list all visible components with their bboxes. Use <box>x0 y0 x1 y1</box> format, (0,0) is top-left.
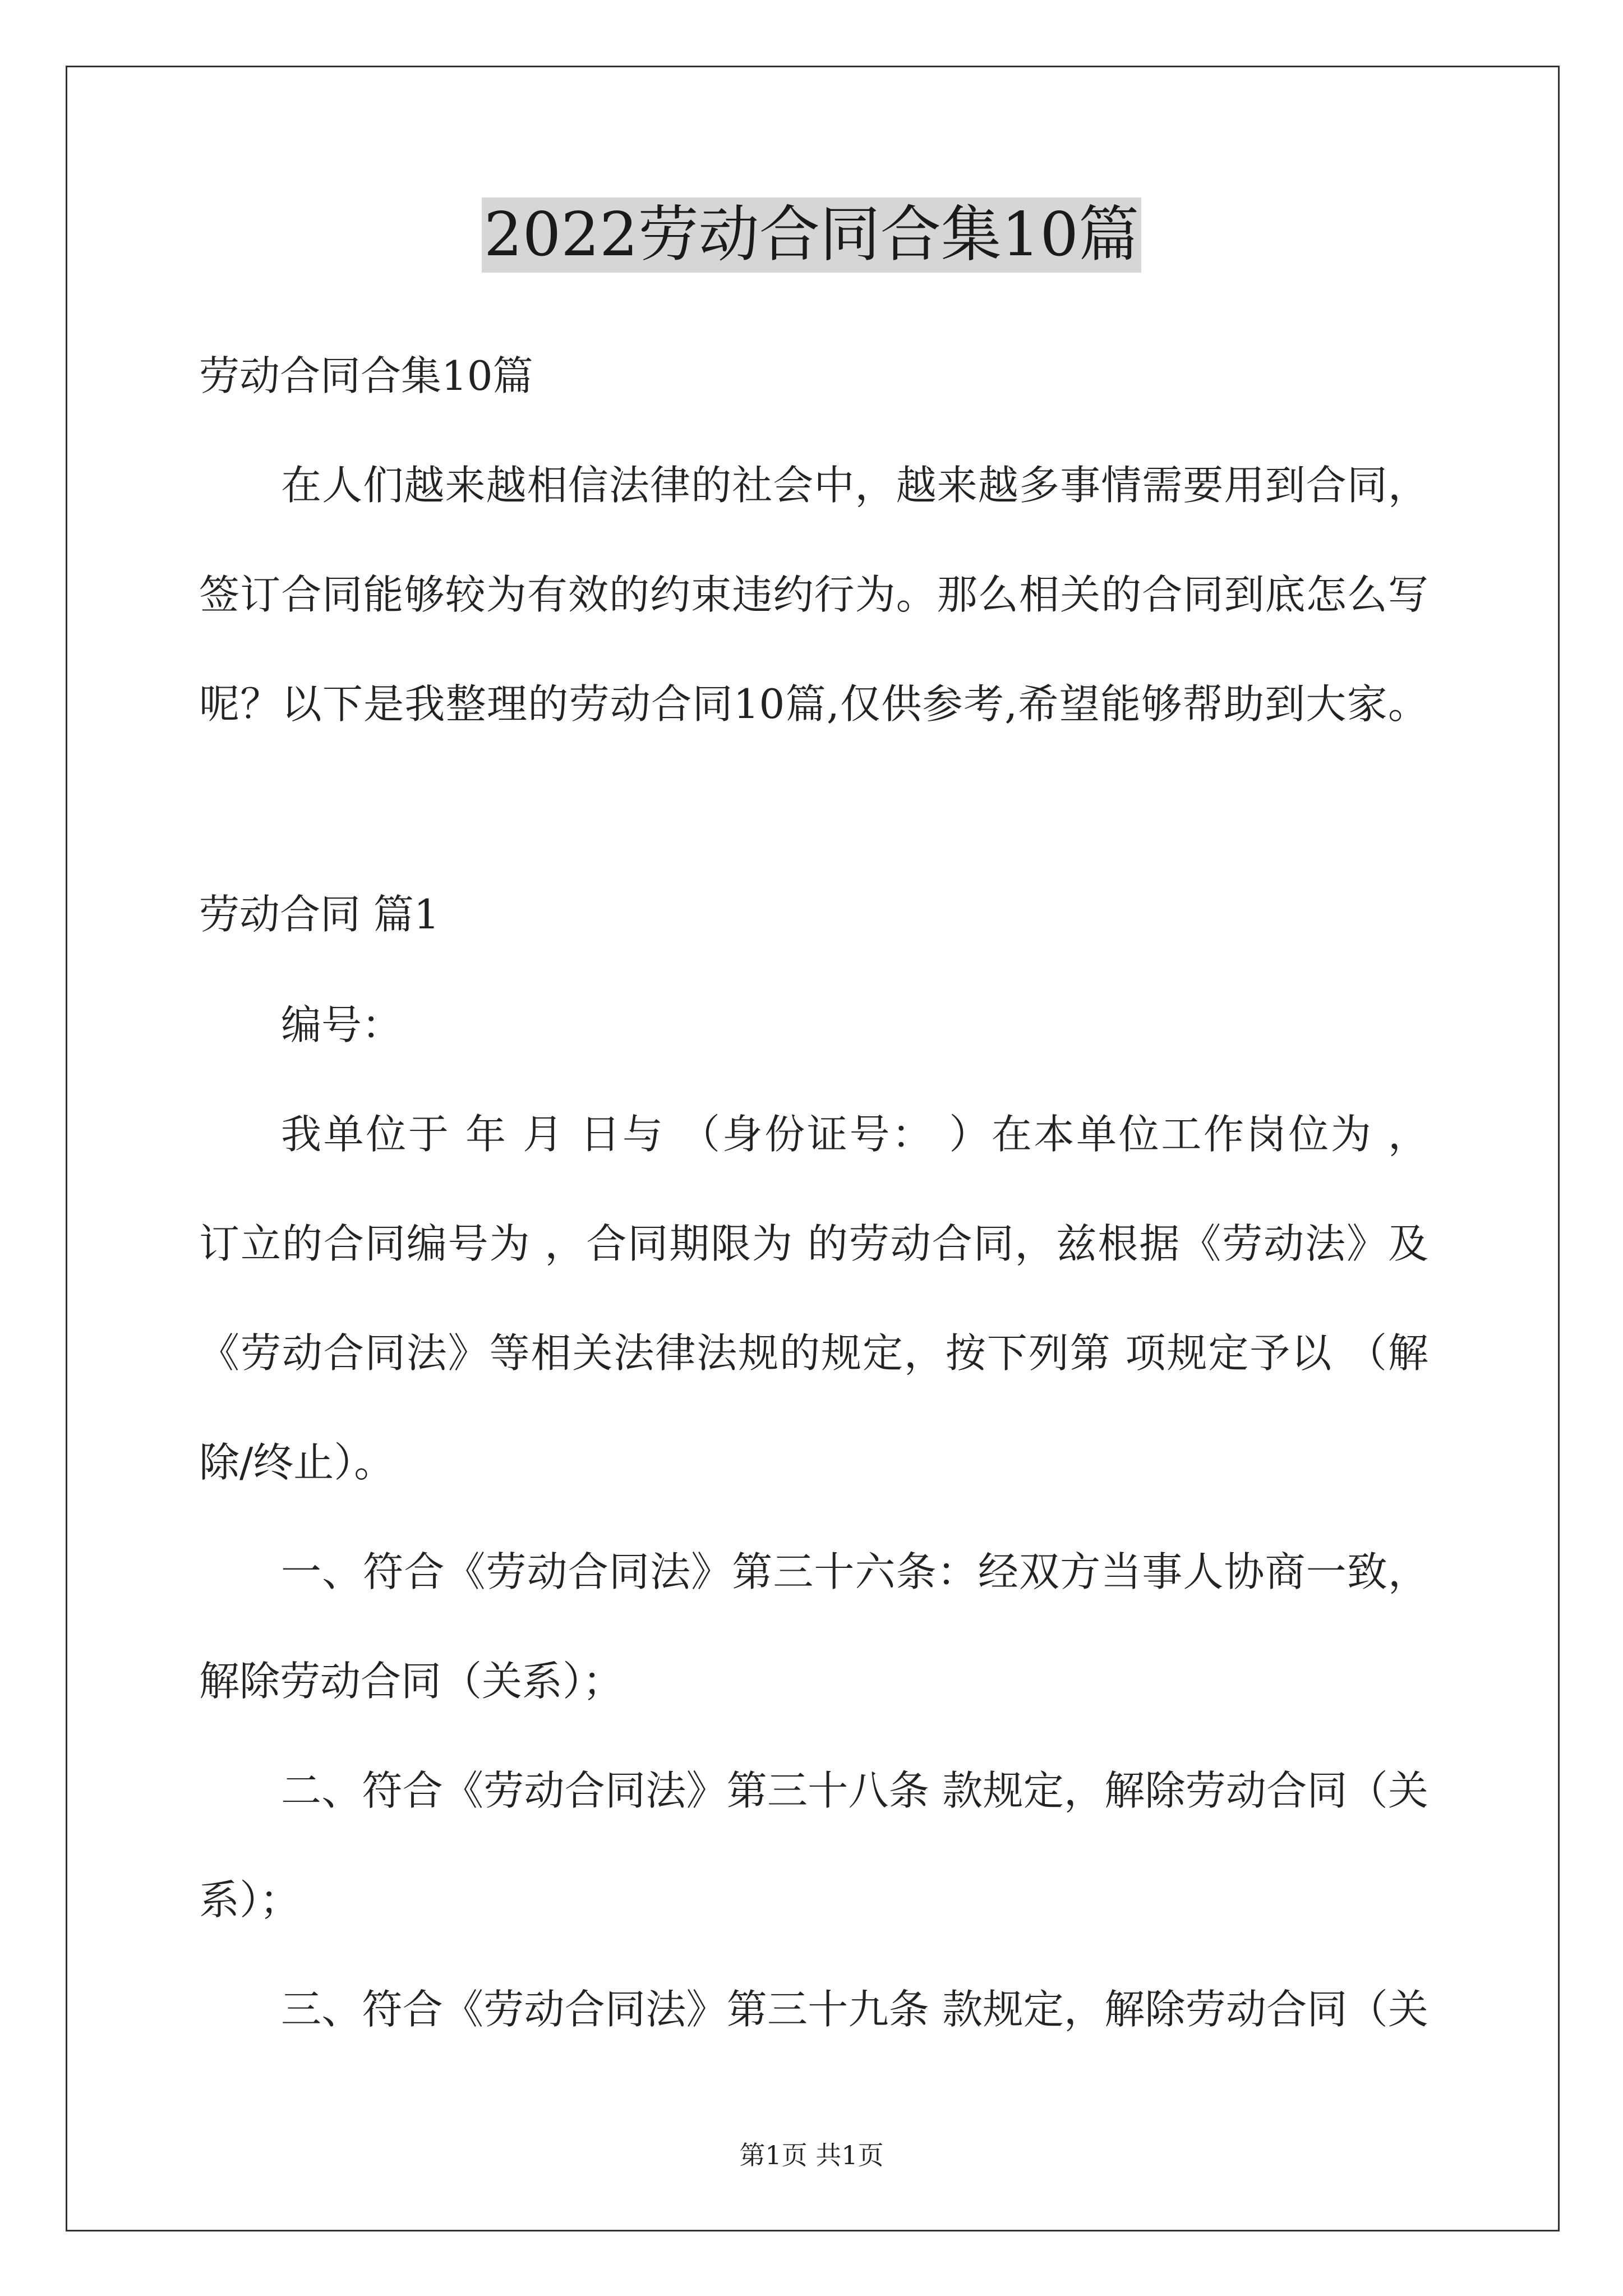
clause-three-line-1: 三、符合《劳动合同法》第三十九条 款规定，解除劳动合同（关 <box>281 1986 1428 2033</box>
document-subtitle: 劳动合同合集10篇 <box>199 352 533 399</box>
body-line-4: 除/终止）。 <box>199 1439 395 1486</box>
intro-line-1: 在人们越来越相信法律的社会中，越来越多事情需要用到合同， <box>281 462 1428 509</box>
title-block <box>0 197 1623 273</box>
clause-two-line-1: 二、符合《劳动合同法》第三十八条 款规定，解除劳动合同（关 <box>281 1767 1428 1814</box>
intro-line-2: 签订合同能够较为有效的约束违约行为。那么相关的合同到底怎么写 <box>199 571 1428 618</box>
number-label: 编号： <box>281 1001 403 1048</box>
clause-one-line-2: 解除劳动合同（关系）； <box>199 1658 624 1705</box>
body-line-1: 我单位于 年 月 日与 （身份证号： ）在本单位工作岗位为 ， <box>281 1111 1428 1158</box>
document-title: 2022劳动合同合集10篇 <box>482 197 1141 273</box>
page-footer: 第1页 共1页 <box>739 2140 884 2170</box>
body-line-2: 订立的合同编号为 ，合同期限为 的劳动合同，兹根据《劳动法》及 <box>199 1220 1428 1267</box>
section-heading: 劳动合同 篇1 <box>199 891 440 938</box>
clause-two-line-2: 系）； <box>199 1876 301 1924</box>
body-line-3: 《劳动合同法》等相关法律法规的规定，按下列第 项规定予以 （解 <box>199 1329 1428 1377</box>
intro-line-3: 呢？以下是我整理的劳动合同10篇,仅供参考,希望能够帮助到大家。 <box>199 680 1428 728</box>
clause-one-line-1: 一、符合《劳动合同法》第三十六条：经双方当事人协商一致， <box>281 1548 1428 1595</box>
